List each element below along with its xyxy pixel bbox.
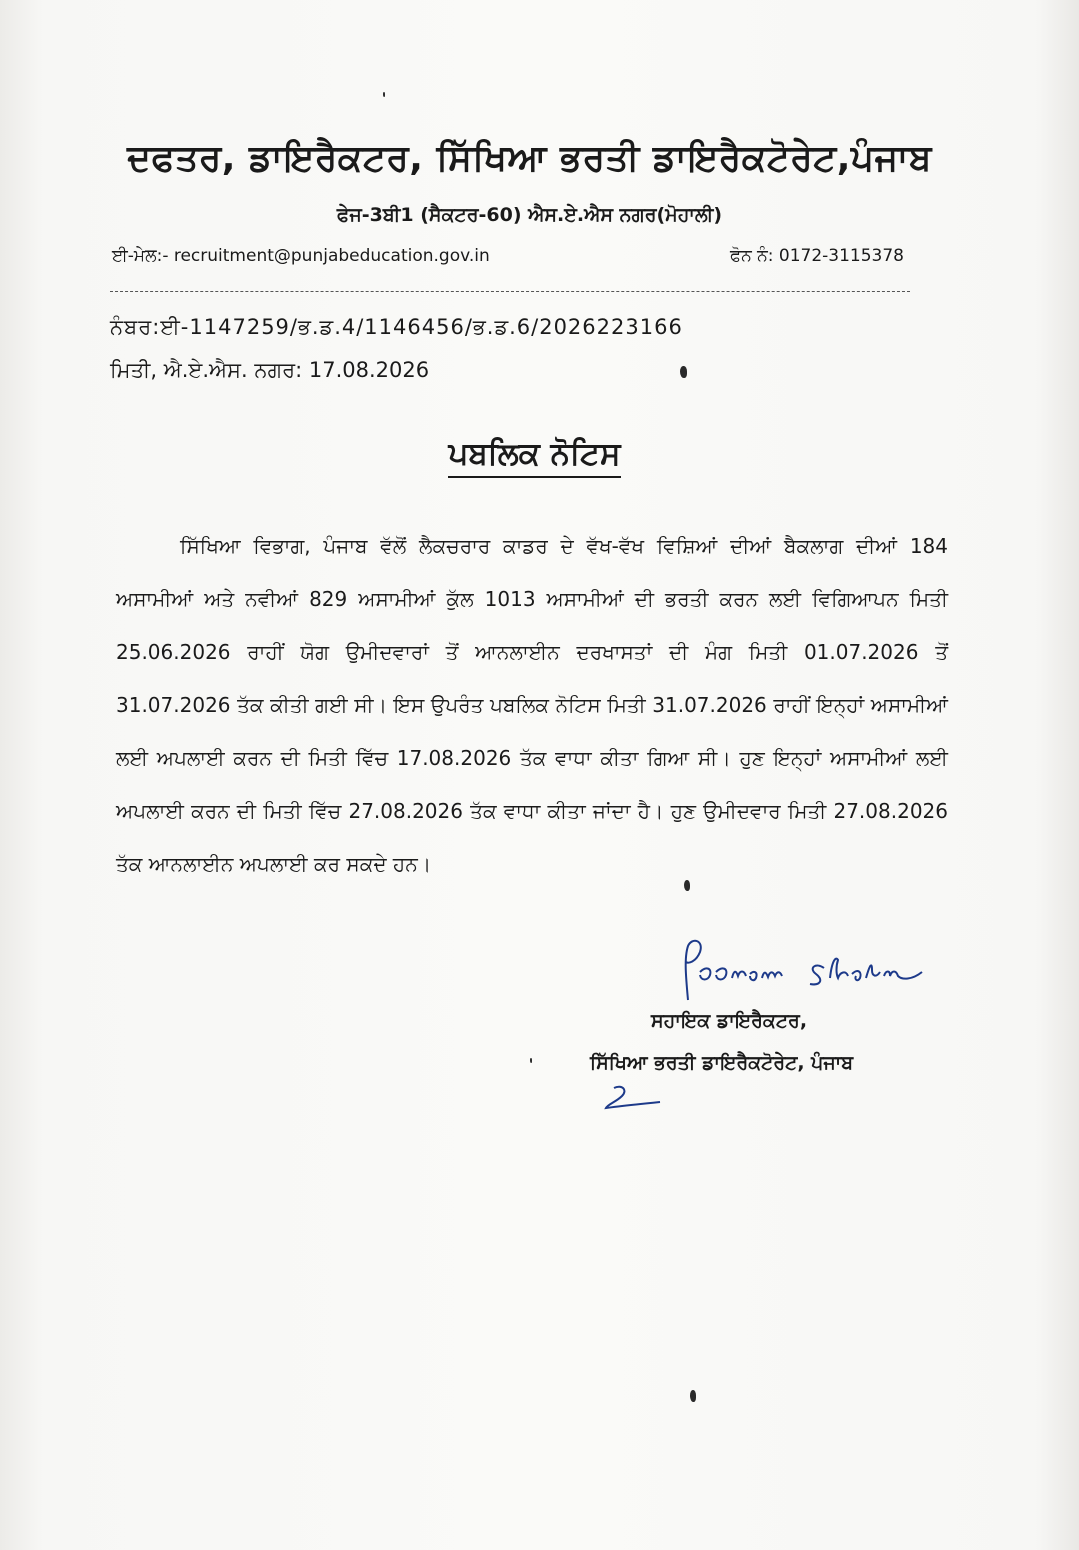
office-title: ਦਫਤਰ, ਡਾਇਰੈਕਟਰ, ਸਿੱਖਿਆ ਭਰਤੀ ਡਾਇਰੈਕਟੋਰੇਟ,ਪੰਜਾਬ xyxy=(127,138,932,179)
header-divider xyxy=(110,291,910,292)
scan-speck xyxy=(684,880,690,891)
phone-contact: ਫੋਨ ਨੰ: 0172-3115378 xyxy=(730,246,904,266)
notice-heading xyxy=(0,436,1069,473)
signatory-designation: ਸਹਾਇਕ ਡਾਇਰੈਕਟਰ, xyxy=(651,1010,808,1032)
scan-speck xyxy=(383,92,385,97)
handwritten-signature xyxy=(676,938,936,1008)
notice-body: ਸਿੱਖਿਆ ਵਿਭਾਗ, ਪੰਜਾਬ ਵੱਲੋਂ ਲੈਕਚਰਾਰ ਕਾਡਰ ਦੇ ਵੱਖ-ਵੱਖ ਵਿਸ਼ਿਆਂ ਦੀਆਂ ਬੈਕਲਾਗ ਦੀਆਂ 184 ਅਸਾਮੀਆਂ ਅਤੇ ਨਵੀਆਂ 829 ਅਸਾਮੀਆਂ ਕੁੱਲ 1013 ਅਸਾਮੀਆਂ ਦੀ ਭਰਤੀ ਕਰਨ ਲਈ ਵਿਗਿਆਪਨ ਮਿਤੀ 25.06.2026 ਰਾਹੀਂ ਯੋਗ ਉਮੀਦਵਾਰਾਂ ਤੋਂ ਆਨਲਾਈਨ ਦਰਖਾਸਤਾਂ ਦੀ ਮੰਗ ਮਿਤੀ 01.07.2026 ਤੋਂ 31.07.2026 ਤੱਕ ਕੀਤੀ ਗਈ ਸੀ। ਇਸ ਉਪਰੰਤ ਪਬਲਿਕ ਨੋਟਿਸ ਮਿਤੀ 31.07.2026 ਰਾਹੀਂ ਇਨ੍ਹਾਂ ਅਸਾਮੀਆਂ ਲਈ ਅਪਲਾਈ ਕਰਨ ਦੀ ਮਿਤੀ ਵਿੱਚ 17.08.2026 ਤੱਕ ਵਾਧਾ ਕੀਤਾ ਗਿਆ ਸੀ। ਹੁਣ ਇਨ੍ਹਾਂ ਅਸਾਮੀਆਂ ਲਈ ਅਪਲਾਈ ਕਰਨ ਦੀ ਮਿਤੀ ਵਿੱਚ 27.08.2026 ਤੱਕ ਵਾਧਾ ਕੀਤਾ ਜਾਂਦਾ ਹੈ। ਹੁਣ ਉਮੀਦਵਾਰ ਮਿਤੀ 27.08.2026 ਤੱਕ ਆਨਲਾਈਨ ਅਪਲਾਈ ਕਰ ਸਕਦੇ ਹਨ। xyxy=(116,534,948,876)
handwritten-initial xyxy=(600,1082,670,1112)
office-address: ਫੇਜ-3ਬੀ1 (ਸੈਕਟਰ-60) ਐਸ.ਏ.ਐਸ ਨਗਰ(ਮੋਹਾਲੀ) xyxy=(336,204,723,226)
scan-speck xyxy=(680,366,687,378)
notice-heading-text: ਪਬਲਿਕ ਨੋਟਿਸ xyxy=(448,436,620,478)
reference-date: ਮਿਤੀ, ਐ.ਏ.ਐਸ. ਨਗਰ: 17.08.2026 xyxy=(110,358,430,382)
reference-number: ਨੰਬਰ:ਈ-1147259/ਭ.ਡ.4/1146456/ਭ.ਡ.6/2026223166 xyxy=(110,315,683,339)
email-contact: ਈ-ਮੇਲ:- recruitment@punjabeducation.gov.in xyxy=(112,246,490,266)
scan-speck xyxy=(530,1058,532,1063)
signatory-office: ਸਿੱਖਿਆ ਭਰਤੀ ਡਾਇਰੈਕਟੋਰੇਟ, ਪੰਜਾਬ xyxy=(590,1052,854,1074)
scan-speck xyxy=(690,1390,696,1402)
